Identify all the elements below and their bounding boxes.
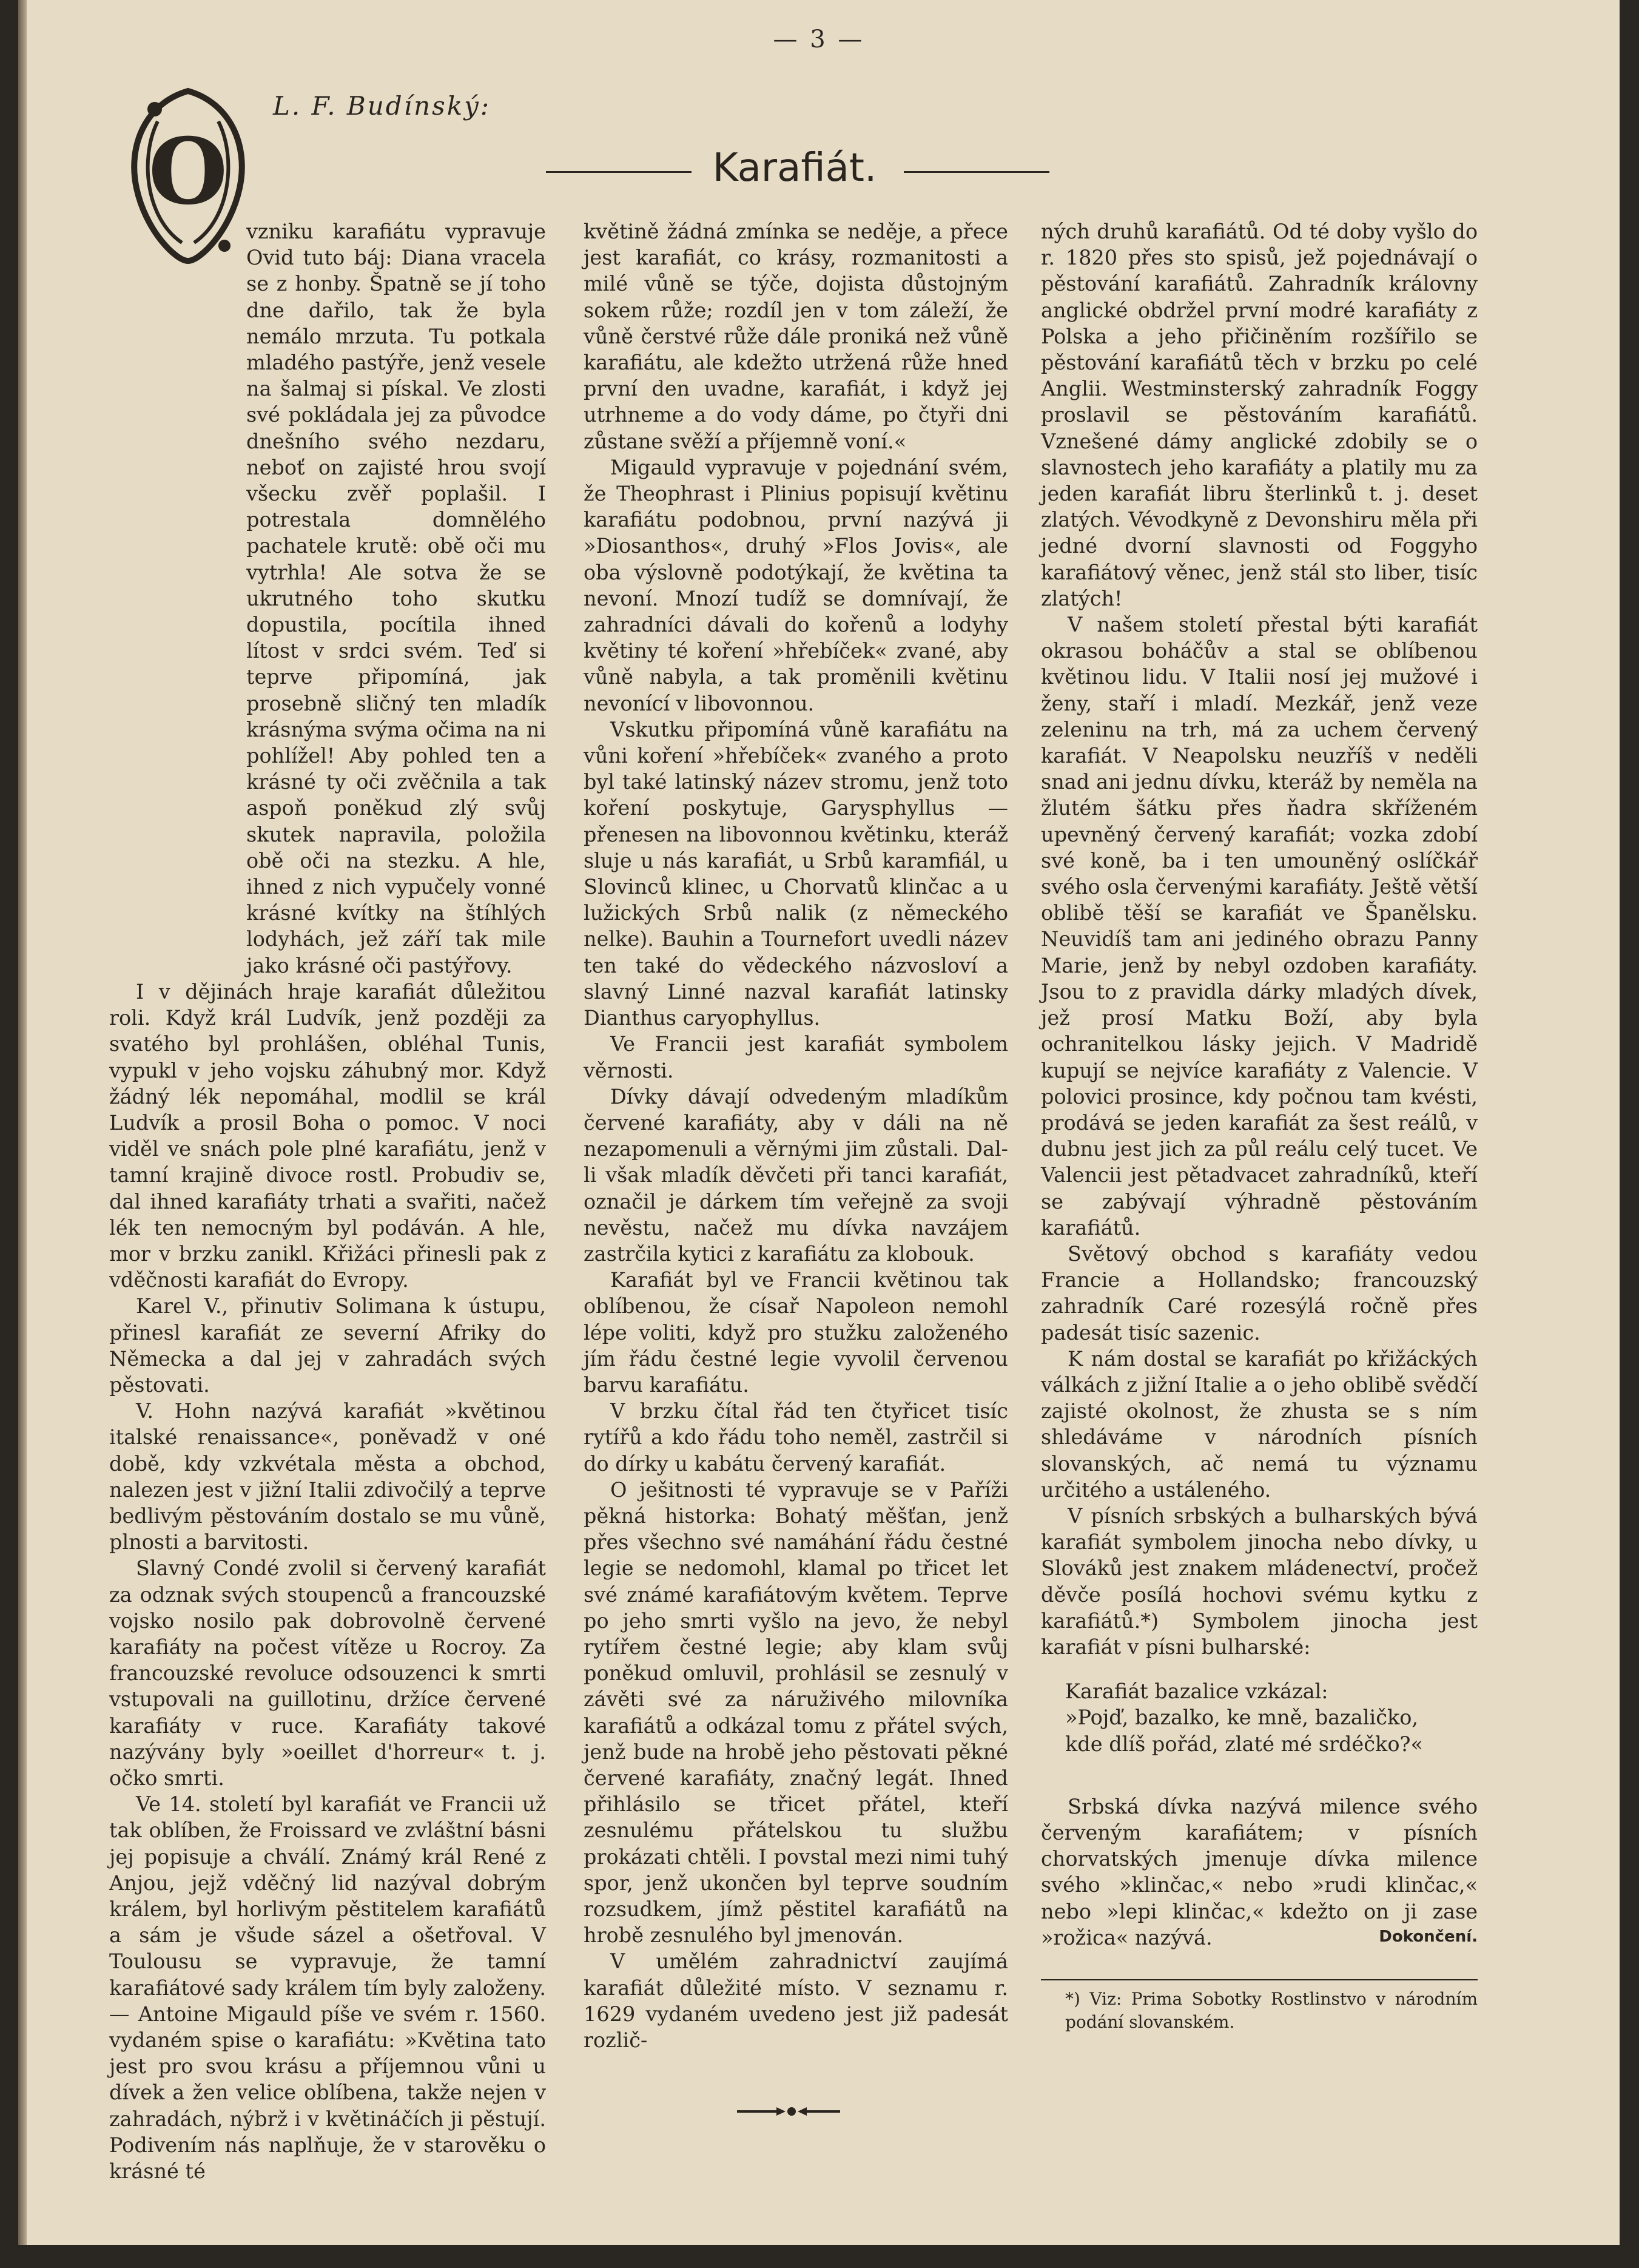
poem-line: kde dlíš pořád, zlaté mé srdéčko?« <box>1065 1732 1423 1756</box>
paragraph: Srbská dívka nazývá milence svého červeným karafiátem; v písních chorvatských jmenuje dívka milence svého »klinčac,« nebo »rudi klinčac,« nebo »lepi klinčac,« kdežto on ji zase »rožica« nazývá. <box>1041 1794 1478 1949</box>
continuation-note: Dokončení. <box>1379 1928 1478 1946</box>
author-name: L. F. Budínský: <box>273 91 491 121</box>
paragraph: V brzku čítal řád ten čtyřicet tisíc rytířů a kdo řádu toho neměl, zastrčil si do dírky u kabátu červený karafiát. <box>584 1399 1008 1476</box>
paragraph: Dívky dávají odvedeným mladíkům červené karafiáty, aby v dáli na ně nezapomenuli a věrnými jim zůstali. Dal-li však mladík děvčeti při tanci karafiát, označil je dárkem tím veřejně za svoji nevěstu, načež mu dívka navzájem zastrčila kytici z karafiátu za klobouk. <box>584 1084 1008 1266</box>
paragraph: Migauld vypravuje v pojednání svém, že Theophrast i Plinius popisují květinu karafiátu podobnou, první nazývá ji »Diosanthos«, druhý »Flos Jovis«, ale oba výslovně podotýkají, že květina ta nevoní. Mnozí tudíž se domnívají, že zahradníci dávali do kořenů a lodyhy květiny té koření »hřebíček« zvané, aby vůně nabyla, a tak proměnili květinu nevonící v libovonnou. <box>584 455 1008 715</box>
paragraph: Karafiát byl ve Francii květinou tak oblíbenou, že císař Napoleon nemohl lépe voliti, když pro stužku založeného jím řádu čestné legie vyvolil červenou barvu karafiátu. <box>584 1268 1008 1397</box>
article-title: Karafiát. <box>712 146 877 191</box>
paragraph: vzniku karafiátu vypravuje Ovid tuto báj: Diana vracela se z honby. Špatně se jí toho dne dařilo, tak že byla nemálo mrzuta. Tu potkala mladého pastýře, jenž vesele na šalmaj si pískal. Ve zlosti své pokládala jej za původce dnešního svého nezdaru, neboť on zajisté hrou svojí všecku zvěř poplašil. I potrestala domnělého pachatele krutě: obě oči mu vytrhla! Ale sotva že se ukrutného toho skutku dopustila, pocítila ihned lítost v srdci svém. Teď si teprve připomíná, jak prosebně sličný ten mladík krásnýma svýma očima na ni pohlížel! Aby pohled ten a krásné ty oči zvěčnila a tak aspoň poněkud zlý svůj skutek napravila, položila obě oči na stezku. A hle, ihned z nich vypučely vonné krásné kvítky na štíhlých lodyhách, jež září tak mile jako krásné oči pastýřovy. <box>246 220 546 977</box>
paragraph: Slavný Condé zvolil si červený karafiát za odznak svých stoupenců a francouzské vojsko nosilo pak dobrovolně červené karafiáty na počest vítěze u Rocroy. Za francouzské revoluce odsouzenci k smrti vstupovali na guillotinu, držíce červené karafiáty v ruce. Karafiáty takové nazývány byly »oeillet d'horreur« t. j. očko smrti. <box>109 1556 546 1790</box>
scan-border <box>0 2245 1639 2268</box>
text-column-3 <box>1041 218 1478 2034</box>
poem-line: »Pojď, bazalko, ke mně, bazaličko, <box>1065 1706 1419 1730</box>
paragraph: Světový obchod s karafiáty vedou Francie a Hollandsko; francouzský zahradník Caré rozesýlá ročně přes padesát tisíc sazenic. <box>1041 1241 1478 1345</box>
paragraph: Ve Francii jest karafiát symbolem věrnosti. <box>584 1032 1008 1082</box>
paragraph: V umělém zahradnictví zaujímá karafiát důležité místo. V seznamu r. 1629 vydaném uvedeno jest již padesát rozlič- <box>584 1949 1008 2053</box>
page-spine <box>18 0 27 2245</box>
paragraph: Ve 14. století byl karafiát ve Francii už tak oblíben, že Froissard ve zvláštní básni jej popisuje a chválí. Známý král René z Anjou, jejž vděčný lid nazýval dobrým králem, byl horlivým pěstitelem karafiátů a sám je všude sázel a ošetřoval. V Toulousu se vypravuje, že tamní karafiátové sady králem tím byly založeny. — Antoine Migauld píše ve svém r. 1560. vydaném spise o karafiátu: »Květina tato jest pro svou krásu a příjemnou vůni u dívek a žen velice oblíbena, takže nejen v zahradách, nýbrž i v květináčích ji pěstují. Podivením nás naplňuje, že v starověku o krásné té <box>109 1792 546 2184</box>
end-ornament-icon <box>734 2102 843 2121</box>
text-column-1 <box>109 218 546 2184</box>
paragraph: Karel V., přinutiv Solimana k ústupu, přinesl karafiát ze severní Afriky do Německa a dal jej v zahradách svých pěstovati. <box>109 1294 546 1397</box>
dropcap-letter: O <box>148 118 228 225</box>
paragraph: V našem století přestal býti karafiát okrasou boháčův a stal se oblíbenou květinou lidu. V Italii nosí jej mužové i ženy, staří i mladí. Mezkář, jenž veze zeleninu na trh, má za uchem červený karafiát. V Neapolsku neuzříš v neděli snad ani jednu dívku, kteráž by neměla na žlutém šátku přes ňadra skříženém upevněný červený karafiát; vozka zdobí své koně, ba i ten umouněný oslíčkář svého osla červenými karafiáty. Ještě větší oblibě těší se karafiát ve Španělsku. Neuvidíš tam ani jediného obrazu Panny Marie, jenž by nebyl ozdoben karafiáty. Jsou to z pravidla dárky mladých dívek, jež prosí Matku Boží, aby byla ochranitelkou lásky jejich. V Madridě kupují se nejvíce karafiáty z Valencie. V polovici prosince, kdy počnou tam kvésti, prodává se jeden karafiát za šest reálů, v dubnu jest jich za půl reálu celý tucet. Ve Valencii jest pětadvacet zahradníků, kteří se zabývají výhradně pěstováním karafiátů. <box>1041 613 1478 1240</box>
page-number: — 3 — <box>773 25 865 53</box>
paragraph: květině žádná zmínka se neděje, a přece jest karafiát, co krásy, rozmanitosti a milé vůně se týče, dojista důstojným sokem růže; rozdíl jen v tom záleží, že vůně čerstvé růže dále proniká než vůně karafiátu, ale kdežto utržená růže hned první den uvadne, karafiát, i když jej utrhneme a do vody dáme, po čtyři dni zůstane svěží a příjemně voní.« <box>584 220 1008 453</box>
footnote: *) Viz: Prima Sobotky Rostlinstvo v národním podání slovanském. <box>1041 1979 1478 2034</box>
paragraph: Vskutku připomíná vůně karafiátu na vůni koření »hřebíček« zvaného a proto byl také latinský název stromu, jenž toto koření poskytuje, Garysphyllus — přenesen na libovonnou květinku, kteráž sluje u nás karafiát, u Srbů karamfiál, u Slovinců klinec, u Chorvatů klinčac a u lužických Srbů nalik (z německého nelke). Bauhin a Tournefort uvedli název ten také do vědeckého názvosloví a slavný Linné nazval karafiát latinsky Dianthus caryophyllus. <box>584 717 1008 1030</box>
poem-line: Karafiát bazalice vzkázal: <box>1065 1679 1328 1704</box>
paragraph: O ješitnosti té vypravuje se v Paříži pěkná historka: Bohatý měšťan, jenž přes všechno své namáhání řádu čestné legie se nedomohl, klamal po třicet let své známé karafiátovým květem. Teprve po jeho smrti vyšlo na jevo, že nebyl rytířem čestné legie; aby klam svůj poněkud omluvil, prohlásil se zesnulý v závěti své za náruživého milovníka karafiátů a odkázal tomu z přátel svých, jenž bude na hrobě jeho pěstovati pěkné červené karafiáty, značný legát. Ihned přihlásilo se třicet přátel, kteří zesnulému přátelskou tu službu prokázati chtěli. I povstal mezi nimi tuhý spor, jenž ukončen byl teprve soudním rozsudkem, jímž pěstitel karafiátů na hrobě zesnulého byl jmenován. <box>584 1477 1008 1948</box>
paragraph: V. Hohn nazývá karafiát »květinou italské renaissance«, poněvadž v oné době, kdy vzkvétala města a obchod, nalezen jest v jižní Italii zdivočilý a teprve bedlivým pěstováním dostalo se mu vůně, plnosti a barvitosti. <box>109 1399 546 1554</box>
paragraph: V písních srbských a bulharských bývá karafiát symbolem jinocha nebo dívky, u Slováků jest znakem mládenectví, pročež děvče posílá hochovi svému kytku z karafiátů.*) Symbolem jinocha jest karafiát v písni bulharské: <box>1041 1504 1478 1659</box>
paragraph: K nám dostal se karafiát po křižáckých válkách z jižní Italie a o jeho oblibě svědčí zajisté okolnost, že zhusta se s ním shledáváme v národních písních slovanských, ač nemá tu významu určitého a ustáleného. <box>1041 1346 1478 1502</box>
paragraph: I v dějinách hraje karafiát důležitou roli. Když král Ludvík, jenž později za svatého byl prohlášen, obléhal Tunis, vypukl v jeho vojsku záhubný mor. Když žádný lék nepomáhal, modlil se král Ludvík a prosil Boha o pomoc. V noci viděl ve snách pole plné karafiátu, jenž v tamní krajině divoce rostl. Probudiv se, dal ihned karafiáty trhati a svařiti, načež lék ten nemocným byl podáván. A hle, mor v brzku zanikl. Křižáci přinesli pak z vděčnosti karafiát do Evropy. <box>109 979 546 1292</box>
journal-page <box>18 0 1620 2245</box>
text-column-2 <box>584 218 1008 2053</box>
title-rule-right <box>904 171 1049 173</box>
paragraph: ných druhů karafiátů. Od té doby vyšlo do r. 1820 přes sto spisů, jež pojednávají o pěstování karafiátů. Zahradník královny anglické obdržel první modré karafiáty z Polska a jeho přičiněním rozšířilo se pěstování karafiátů těch v brzku po celé Anglii. Westminsterský zahradník Foggy proslavil se pěstováním karafiátů. Vznešené dámy anglické zdobily se o slavnostech jeho karafiáty a platily mu za jeden karafiát libru šterlinků t. j. deset zlatých. Vévodkyně z Devonshiru měla při jedné dvorní slavnosti od Foggyho karafiátový věnec, jenž stál sto liber, tisíc zlatých! <box>1041 220 1478 610</box>
